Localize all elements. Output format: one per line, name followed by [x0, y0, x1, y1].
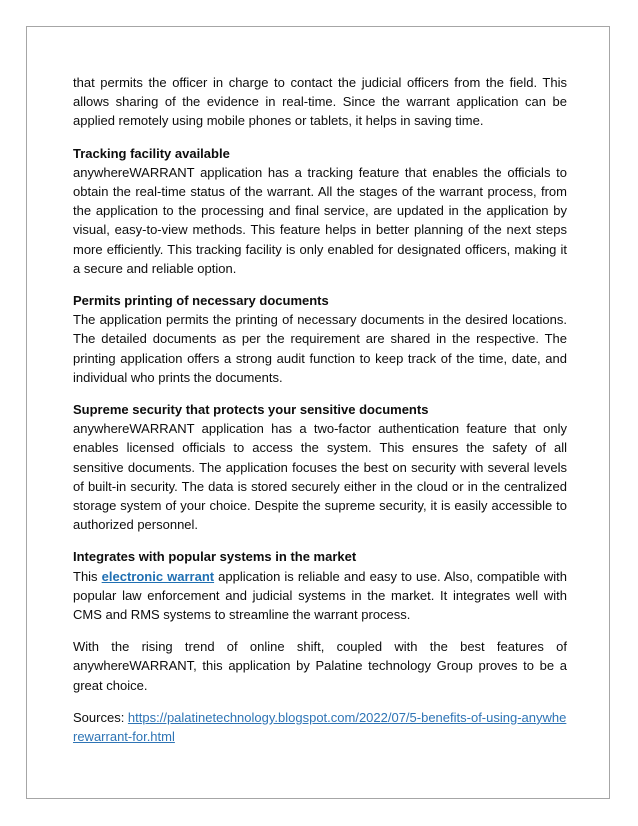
section-heading: Integrates with popular systems in the market [73, 549, 357, 565]
closing-paragraph: With the rising trend of online shift, coupled with the best features of anywhereWARRANT, this application by Palatine technology Group proves to be a great choice. [73, 639, 567, 693]
section-supreme-security [73, 400, 567, 534]
section-heading: Permits printing of necessary documents [73, 293, 329, 309]
section-body: anywhereWARRANT application has a two-factor authentication feature that only enables licensed officials to access the system. This ensures the safety of all sensitive documents. The application focuses the best on security with several levels of built-in security. The data is stored securely either in the cloud or in the centralized storage system of your choice. Despite the supreme security, it is easily accessible to authorized personnel. [73, 421, 567, 533]
section-tracking-facility [73, 144, 567, 278]
section-body: anywhereWARRANT application has a tracking feature that enables the officials to obtain the real-time status of the warrant. All the stages of the warrant process, from the application to the processing and final service, are updated in the application by visual, easy-to-view methods. This feature helps in better planning of the next steps more efficiently. This tracking facility is only enabled for designated officers, making it a secure and reliable option. [73, 164, 567, 276]
electronic-warrant-link[interactable]: electronic warrant [101, 568, 215, 584]
document-body [73, 73, 567, 746]
source-url-link[interactable]: https://palatinetechnology.blogspot.com/2022/07/5-benefits-of-using-anywherewarrant-for.html [73, 709, 567, 745]
section-permits-printing [73, 291, 567, 387]
sources-label: Sources: [73, 709, 128, 725]
section-heading: Supreme security that protects your sensitive documents [73, 402, 429, 418]
text-after-link: application is reliable and easy to use. Also, compatible with popular law enforcement and judicial systems in the market. It integrates well with CMS and RMS systems to streamline the warrant process. [73, 568, 567, 623]
section-body [73, 567, 567, 625]
section-heading: Tracking facility available [73, 145, 230, 161]
sources-line [73, 708, 567, 746]
document-page [26, 26, 610, 799]
section-body: The application permits the printing of necessary documents in the desired locations. The detailed documents as per the requirement are shared in the respective. The printing application offers a strong audit function to keep track of the time, date, and individual who prints the documents. [73, 312, 567, 385]
text-before-link: This [73, 568, 102, 584]
section-integrates-with-popular-systems [73, 547, 567, 624]
intro-paragraph: that permits the officer in charge to contact the judicial officers from the field. This allows sharing of the evidence in real-time. Since the warrant application can be applied remotely using mobile phones or tablets, it helps in saving time. [73, 75, 567, 129]
